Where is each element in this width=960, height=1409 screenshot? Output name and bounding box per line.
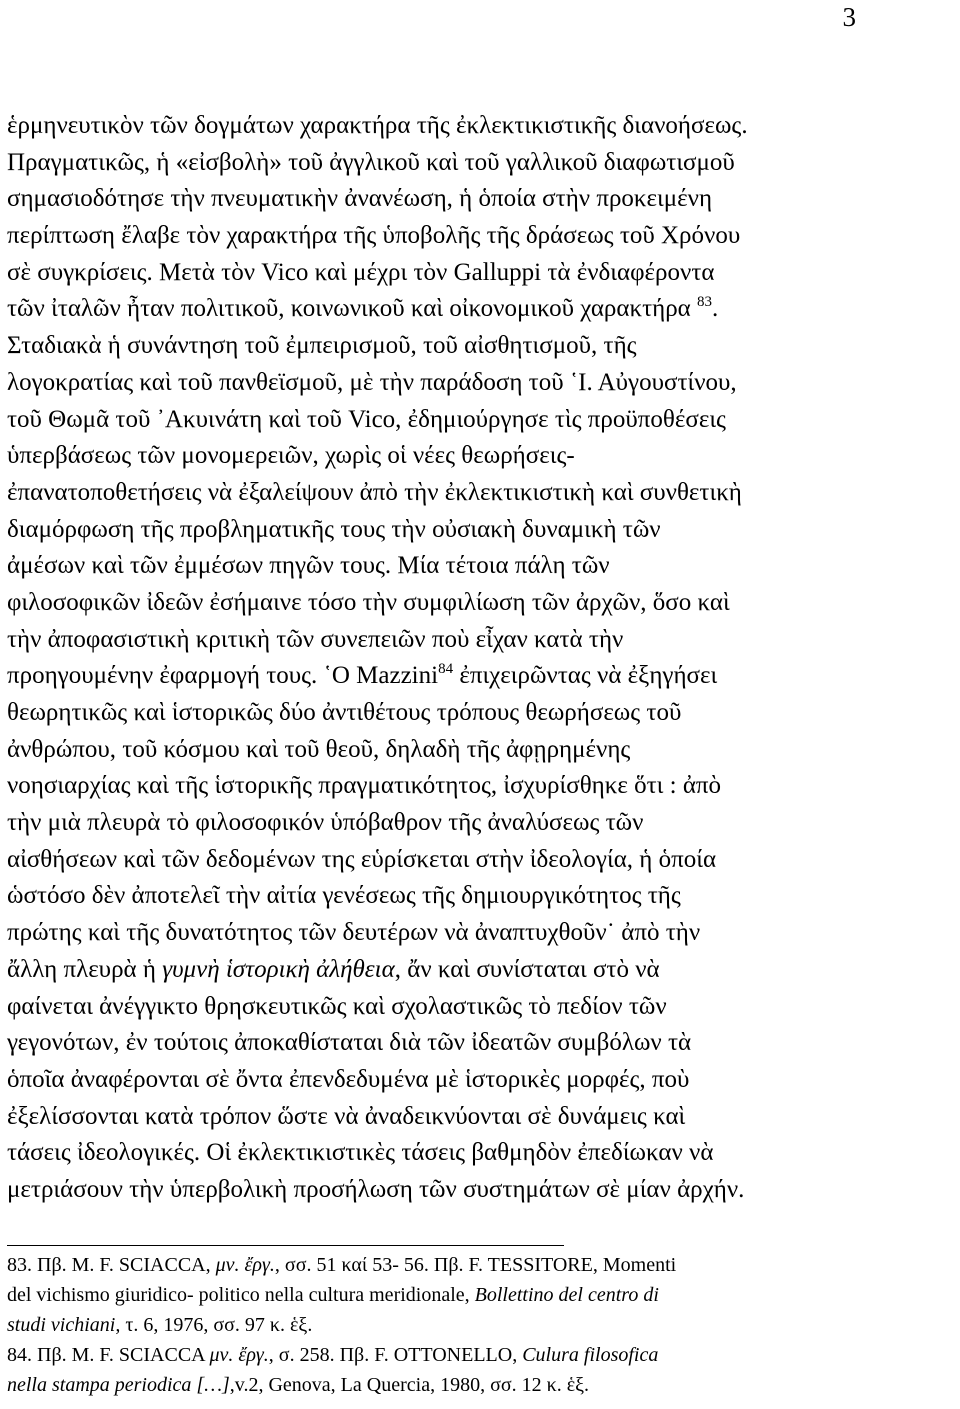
text-line: Σταδιακὰ ἡ συνάντηση τοῦ ἐμπειρισμοῦ, τοῦ αἰσθητισμοῦ, τῆς <box>7 332 637 360</box>
text-line: ἐπανατοποθετήσεις νὰ ἐξαλείψουν ἀπὸ τὴν ἐκλεκτικιστικὴ καὶ συνθετικὴ <box>7 478 742 506</box>
text-segment: τ. 6, 1976, σσ. 97 κ. ἑξ. <box>120 1314 313 1336</box>
italic-segment: nella stampa periodica […] <box>7 1374 230 1396</box>
text-line: διαμόρφωση τῆς προβληματικῆς τους τὴν οὐσιακὴ δυναμικὴ τῶν <box>7 515 661 543</box>
footnote-84-line <box>7 1370 953 1400</box>
text-line: θεωρητικῶς καὶ ἱστορικῶς δύο ἀντιθέτους τρόπους θεωρήσεως τοῦ <box>7 699 682 726</box>
page-number: 3 <box>842 2 856 32</box>
text-line: τάσεις ἰδεολογικές. Οἱ ἐκλεκτικιστικὲς τάσεις βαθμηδὸν ἐπεδίωκαν νὰ <box>7 1139 714 1167</box>
italic-segment: Bollettino del centro di <box>474 1284 659 1306</box>
body-text <box>7 108 953 1209</box>
text-segment: προηγουμένην ἐφαρμογή τους. ῾Ο Mazzini <box>7 662 439 690</box>
text-line: μετριάσουν τὴν ὑπερβολικὴ προσήλωση τῶν συστημάτων σὲ μίαν ἀρχήν. <box>7 1175 745 1203</box>
footnote-divider <box>7 1245 564 1246</box>
text-line: σημασιοδότησε τὴν πνευματικὴν ἀνανέωση, ἡ ὁποία στὴν προκειμένη <box>7 185 713 213</box>
italic-segment: Culura filosofica <box>522 1344 659 1366</box>
text-segment: τῶν ἰταλῶν ἦταν πολιτικοῦ, κοινωνικοῦ καὶ οἰκονομικοῦ χαρακτήρα <box>7 295 691 323</box>
italic-segment: studi vichiani, <box>7 1314 121 1336</box>
text-segment: , σσ. 51 καί 53- 56. Πβ. F. TESSITORE, Momenti <box>274 1254 677 1276</box>
text-line <box>7 658 953 695</box>
text-line: λογοκρατίας καὶ τοῦ πανθεϊσμοῦ, μὲ τὴν παράδοση τοῦ ῾Ι. Αὐγουστίνου, <box>7 368 737 396</box>
text-line: ὡστόσο δὲν ἀποτελεῖ τὴν αἰτία γενέσεως τῆς δημιουργικότητος τῆς <box>7 882 681 910</box>
italic-segment: μν. ἔργ. <box>209 1344 269 1366</box>
footnote-84-line <box>7 1340 953 1370</box>
text-line: περίπτωση ἔλαβε τὸν χαρακτήρα τῆς ὑποβολῆς τῆς δράσεως τοῦ Χρόνου <box>7 222 741 250</box>
text-line: τὴν ἀποφασιστικὴ κριτικὴ τῶν συνεπειῶν ποὺ εἶχαν κατὰ τὴν <box>7 625 624 653</box>
text-line: αἰσθήσεων καὶ τῶν δεδομένων της εὑρίσκεται στὴν ἰδεολογία, ἡ ὁποία <box>7 845 717 873</box>
text-segment: . <box>712 295 719 323</box>
text-line: Πραγματικῶς, ἡ «εἰσβολὴ» τοῦ ἀγγλικοῦ καὶ τοῦ γαλλικοῦ διαφωτισμοῦ <box>7 148 735 176</box>
text-line: τὴν μιὰ πλευρὰ τὸ φιλοσοφικόν ὑπόβαθρον τῆς ἀναλύσεως τῶν <box>7 809 644 837</box>
text-segment: , ἄν καὶ συνίσταται στὸ νὰ <box>394 955 660 983</box>
footnotes <box>7 1250 953 1400</box>
text-line: ὁποῖα ἀναφέρονται σὲ ὄντα ἐπενδεδυμένα μὲ ἱστορικὲς μορφές, ποὺ <box>7 1065 690 1093</box>
text-line: σὲ συγκρίσεις. Μετὰ τὸν Vico καὶ μέχρι τὸν Galluppi τὰ ἐνδιαφέροντα <box>7 258 715 286</box>
text-line: γεγονότων, ἐν τούτοις ἀποκαθίσταται διὰ τῶν ἰδεατῶν συμβόλων τὰ <box>7 1029 692 1057</box>
text-line: φιλοσοφικῶν ἰδεῶν ἐσήμαινε τόσο τὴν συμφιλίωση τῶν ἀρχῶν, ὅσο καὶ <box>7 588 730 616</box>
text-segment: ἐπιχειρῶντας νὰ ἐξηγήσει <box>453 662 718 690</box>
footnote-83-line <box>7 1280 953 1310</box>
text-segment: 84. Πβ. M. F. SCIACCA <box>7 1344 210 1366</box>
text-line: ἀνθρώπου, τοῦ κόσμου καὶ τοῦ θεοῦ, δηλαδὴ τῆς ἀφῃρημένης <box>7 735 631 763</box>
text-segment: ἄλλη πλευρὰ ἡ <box>7 955 156 983</box>
text-line: πρώτης καὶ τῆς δυνατότητος τῶν δευτέρων νὰ ἀναπτυχθοῦν˙ ἀπὸ τὴν <box>7 919 701 947</box>
text-line: τοῦ Θωμᾶ τοῦ ᾽Ακυινάτη καὶ τοῦ Vico, ἐδημιούργησε τὶς προϋποθέσεις <box>7 405 726 433</box>
text-line: φαίνεται ἀνέγγικτο θρησκευτικῶς καὶ σχολαστικῶς τὸ πεδίον τῶν <box>7 992 667 1020</box>
italic-segment: μν. ἔργ. <box>215 1254 275 1276</box>
text-line: ἑρμηνευτικὸν τῶν δογμάτων χαρακτήρα τῆς ἐκλεκτικιστικῆς διανοήσεως. <box>7 112 748 139</box>
footnote-ref-83[interactable]: 83 <box>697 294 713 311</box>
text-line: ἐξελίσσονται κατὰ τρόπον ὥστε νὰ ἀναδεικνύονται σὲ δυνάμεις καὶ <box>7 1102 686 1130</box>
text-line: ὑπερβάσεως τῶν μονομερειῶν, χωρὶς οἱ νέες θεωρήσεις- <box>7 442 575 470</box>
italic-phrase: γυμνὴ ἱστορικὴ ἀλήθεια <box>162 955 395 983</box>
text-segment: , σ. 258. Πβ. F. OTTONELLO, <box>268 1344 523 1366</box>
text-line: νοησιαρχίας καὶ τῆς ἱστορικῆς πραγματικότητος, ἰσχυρίσθηκε ὅτι : ἀπὸ <box>7 772 722 800</box>
footnote-ref-84[interactable]: 84 <box>438 661 454 678</box>
footnote-83-line <box>7 1250 953 1280</box>
text-line <box>7 952 953 989</box>
text-segment: del vichismo giuridico- politico nella cultura meridionale, <box>7 1284 475 1306</box>
footnote-83-line <box>7 1310 953 1340</box>
text-line: ἀμέσων καὶ τῶν ἐμμέσων πηγῶν τους. Μία τέτοια πάλη τῶν <box>7 552 610 580</box>
text-segment: ,v.2, Genova, La Quercia, 1980, σσ. 12 κ. ἑξ. <box>229 1374 590 1396</box>
text-segment: 83. Πβ. M. F. SCIACCA, <box>7 1254 216 1276</box>
text-line <box>7 291 953 328</box>
